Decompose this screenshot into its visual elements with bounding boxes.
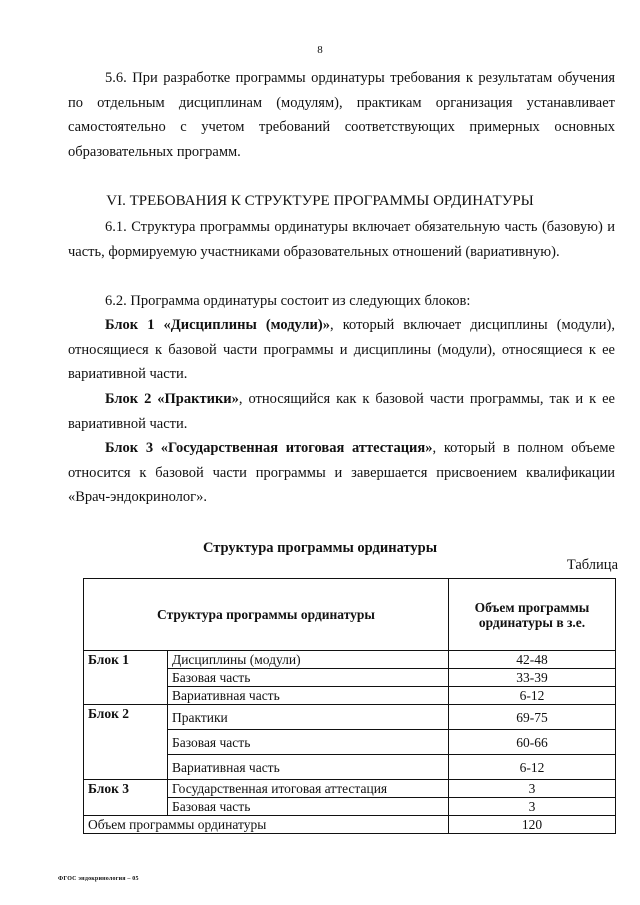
- paragraph-6-1: 6.1. Структура программы ординатуры включает обязательную часть (базовую) и часть, формируемую участниками образовательных отношений (вариативную).: [68, 219, 615, 260]
- volume-cell: 3: [449, 798, 616, 816]
- paragraph-5-6: 5.6. При разработке программы ординатуры требования к результатам обучения по отдельным дисциплинам (модулям), практикам организация устанавливает самостоятельно с учетом требований соответствующих примерных основных образовательных программ.: [68, 70, 615, 160]
- table-total-row: [84, 816, 616, 834]
- volume-cell: 69-75: [449, 705, 616, 730]
- block-cell: Блок 3: [84, 780, 168, 816]
- table-header-volume: Объем программы ординатуры в з.е.: [449, 579, 616, 651]
- name-cell: Базовая часть: [168, 730, 449, 755]
- name-cell: Базовая часть: [168, 669, 449, 687]
- name-cell: Дисциплины (модули): [168, 651, 449, 669]
- paragraph-block-1: [68, 313, 615, 387]
- block-1-title: Блок 1 «Дисциплины (модули)»: [105, 317, 330, 333]
- table-row: [84, 780, 616, 798]
- table-header-structure: Структура программы ординатуры: [84, 579, 449, 651]
- name-cell: Вариативная часть: [168, 687, 449, 705]
- total-value-cell: 120: [449, 816, 616, 834]
- structure-table: [83, 578, 616, 834]
- volume-cell: 6-12: [449, 687, 616, 705]
- volume-cell: 6-12: [449, 755, 616, 780]
- paragraph-block-3: [68, 436, 615, 510]
- volume-cell: 42-48: [449, 651, 616, 669]
- total-label-cell: Объем программы ординатуры: [84, 816, 449, 834]
- name-cell: Государственная итоговая аттестация: [168, 780, 449, 798]
- footer-text: ФГОС эндокринология – 05: [58, 876, 139, 882]
- volume-cell: 3: [449, 780, 616, 798]
- table-title: Структура программы ординатуры: [202, 540, 438, 556]
- name-cell: Вариативная часть: [168, 755, 449, 780]
- block-cell: Блок 2: [84, 705, 168, 780]
- paragraph-6-2: 6.2. Программа ординатуры состоит из следующих блоков:: [105, 293, 471, 309]
- name-cell: Практики: [168, 705, 449, 730]
- page-number: 8: [317, 44, 323, 56]
- block-3-text: , который в полном объеме относится к базовой части программы и завершается присвоением квалификации «Врач-эндокринолог».: [68, 440, 615, 505]
- section-heading: VI. ТРЕБОВАНИЯ К СТРУКТУРЕ ПРОГРАММЫ ОРДИНАТУРЫ: [106, 193, 534, 209]
- paragraph-block-2: [68, 387, 615, 436]
- block-cell: Блок 1: [84, 651, 168, 705]
- block-2-title: Блок 2 «Практики»: [105, 391, 239, 407]
- name-cell: Базовая часть: [168, 798, 449, 816]
- block-2-text: , относящийся как к базовой части программы, так и к ее вариативной части.: [68, 391, 615, 432]
- table-row: [84, 705, 616, 730]
- volume-cell: 60-66: [449, 730, 616, 755]
- table-row: [84, 651, 616, 669]
- block-3-title: Блок 3 «Государственная итоговая аттестация»: [105, 440, 433, 456]
- volume-cell: 33-39: [449, 669, 616, 687]
- table-label: Таблица: [566, 557, 618, 573]
- block-1-text: , который включает дисциплины (модули), относящиеся к базовой части программы и дисциплины (модули), относящиеся к ее вариативной части.: [68, 317, 615, 382]
